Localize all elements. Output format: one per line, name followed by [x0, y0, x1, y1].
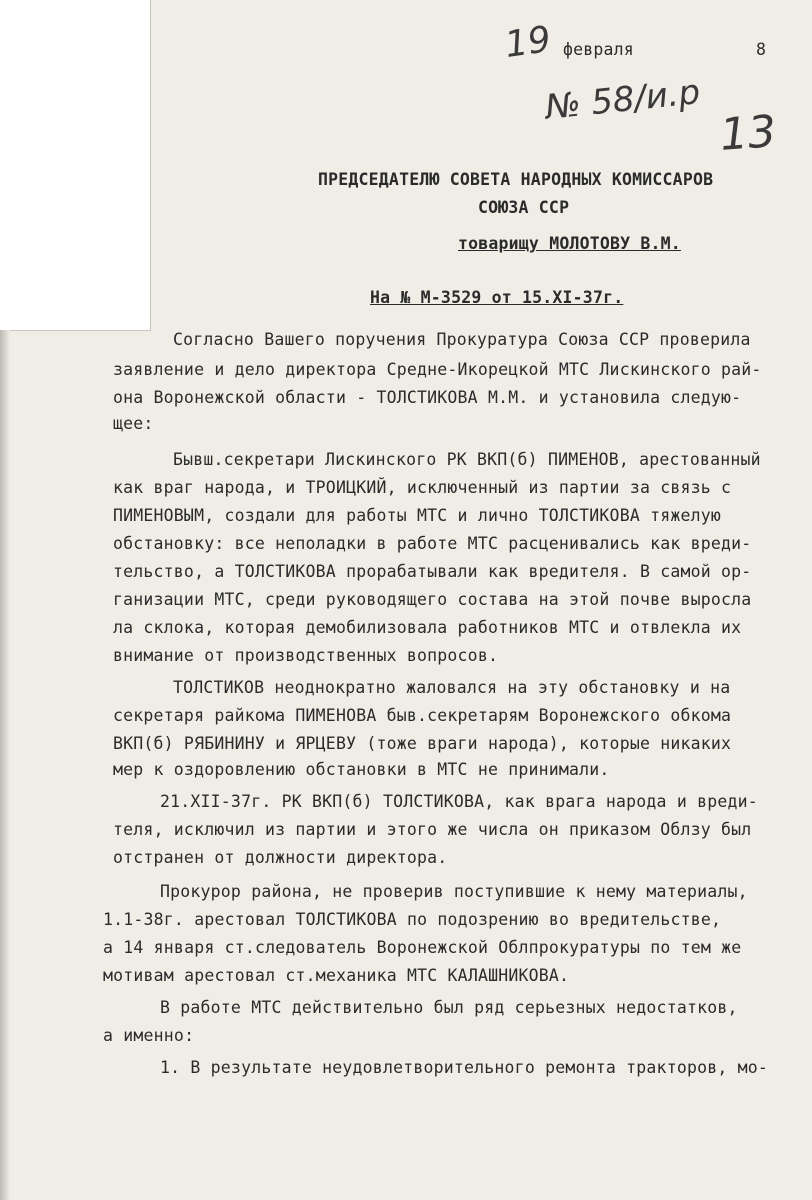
- body-line: а 14 января ст.следователь Воронежской Облпрокуратуры по тем же: [103, 938, 742, 957]
- body-line: ВКП(б) РЯБИНИНУ и ЯРЦЕВУ (тоже враги народа), которые никаких: [113, 734, 732, 753]
- date-month: февраля: [563, 40, 634, 59]
- body-line: она Воронежской области - ТОЛСТИКОВА М.М. и установила следую-: [113, 388, 742, 407]
- body-line: мер к оздоровлению обстановки в МТС не принимали.: [113, 760, 610, 779]
- body-line: Бывш.секретари Лискинского РК ВКП(б) ПИМЕНОВ, арестованный: [173, 450, 761, 469]
- addressee-org: СОЮЗА ССР: [478, 198, 570, 217]
- body-line: 1.1-38г. арестовал ТОЛСТИКОВА по подозрению во вредительстве,: [103, 910, 722, 929]
- body-line: как враг народа, и ТРОИЦКИЙ, исключенный из партии за связь с: [113, 478, 732, 497]
- body-line: тельство, а ТОЛСТИКОВА прорабатывали как вредителя. В самой ор-: [113, 562, 752, 581]
- handwritten-day: 19: [502, 19, 554, 66]
- body-line: ПИМЕНОВЫМ, создали для работы МТС и лично ТОЛСТИКОВА тяжелую: [113, 506, 722, 525]
- body-line: отстранен от должности директора.: [113, 848, 448, 867]
- body-line: Согласно Вашего поручения Прокуратура Союза ССР проверила: [173, 330, 751, 349]
- body-line: Прокурор района, не проверив поступившие к нему материалы,: [160, 882, 748, 901]
- paper-clip-strip: [0, 0, 151, 331]
- body-line: 21.ХII-37г. РК ВКП(б) ТОЛСТИКОВА, как врага народа и вреди-: [160, 792, 758, 811]
- body-line: а именно:: [103, 1026, 195, 1045]
- body-line: ганизации МТС, среди руководящего состава на этой почве выросла: [113, 590, 752, 609]
- body-line: В работе МТС действительно был ряд серьезных недостатков,: [160, 998, 738, 1017]
- body-line: теля, исключил из партии и этого же числа он приказом Облзу был: [113, 820, 752, 839]
- handwritten-sheet-number: 13: [718, 106, 778, 161]
- addressee-name: товарищу МОЛОТОВУ В.М.: [458, 234, 681, 253]
- addressee-title: ПРЕДСЕДАТЕЛЮ СОВЕТА НАРОДНЫХ КОМИССАРОВ: [318, 170, 714, 189]
- body-line: ла склока, которая демобилизовала работников МТС и отвлекла их: [113, 618, 742, 637]
- body-line: обстановку: все неполадки в работе МТС расценивались как вреди-: [113, 534, 752, 553]
- body-line: мотивам арестовал ст.механика МТС КАЛАШНИКОВА.: [103, 966, 570, 985]
- page-number: 8: [756, 40, 767, 59]
- body-line: ТОЛСТИКОВ неоднократно жаловался на эту обстановку и на: [173, 678, 731, 697]
- body-line: внимание от производственных вопросов.: [113, 646, 499, 665]
- handwritten-reference: № 58/и.р: [543, 71, 703, 129]
- body-line: секретаря райкома ПИМЕНОВА быв.секретарям Воронежского обкома: [113, 706, 732, 725]
- body-line: 1. В результате неудовлетворительного ремонта тракторов, мо-: [160, 1058, 769, 1077]
- page-edge-shadow: [0, 330, 10, 1200]
- body-line: заявление и дело директора Средне-Икорецкой МТС Лискинского рай-: [113, 360, 762, 379]
- reference-line: На № М-3529 от 15.XI-37г.: [370, 288, 624, 307]
- body-line: щее:: [113, 414, 154, 433]
